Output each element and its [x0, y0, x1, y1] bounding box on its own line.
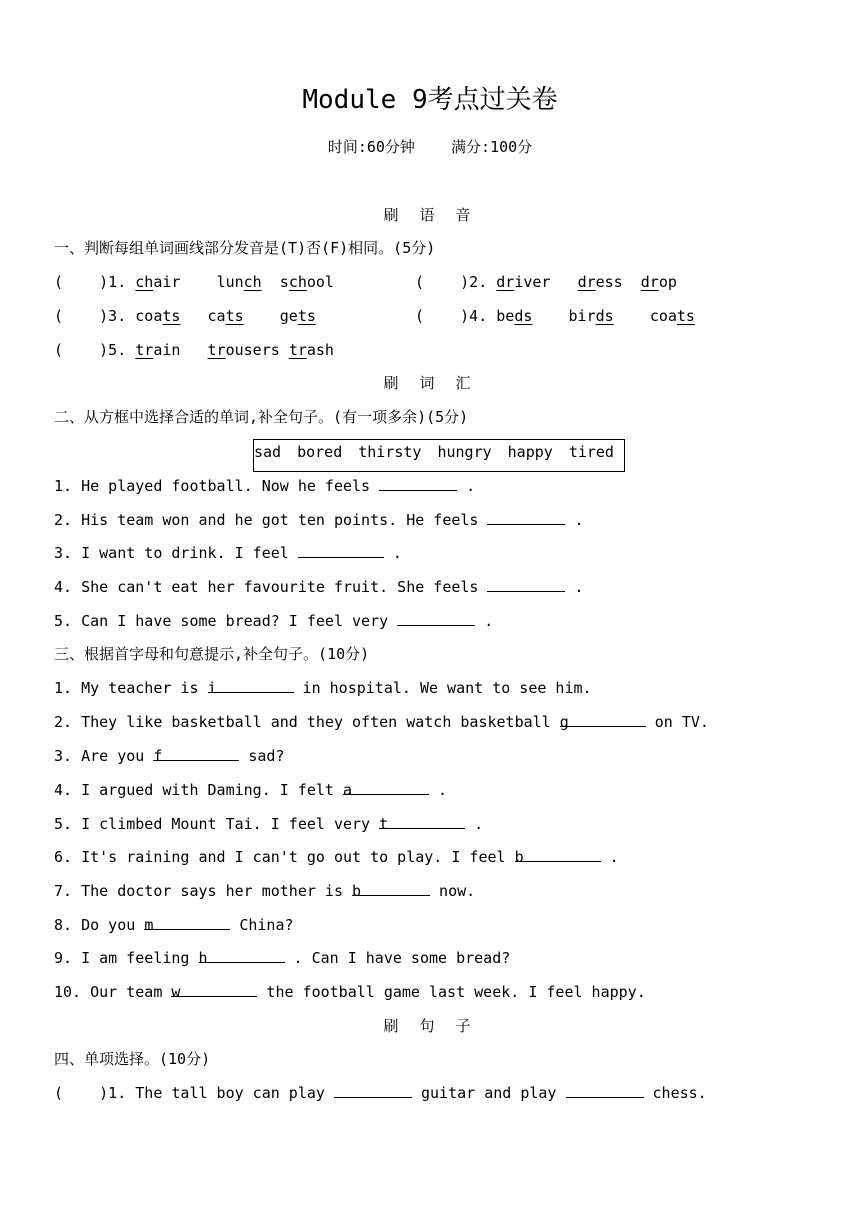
exam-info [0, 137, 860, 157]
section-vocab: 刷 词 汇 [383, 374, 477, 392]
part3-item-3: 3. Are you f sad? [54, 747, 285, 765]
part2-item-3: 3. I want to drink. I feel . [54, 544, 402, 562]
part1-q1: ( )1. chair lunch school [54, 273, 334, 291]
section-phonics: 刷 语 音 [383, 206, 477, 224]
part3-item-9: 9. I am feeling h . Can I have some bread? [54, 949, 511, 967]
page-title: Module 9考点过关卷 [302, 85, 558, 115]
section-sentences: 刷 句 子 [383, 1017, 477, 1035]
part3-item-4: 4. I argued with Daming. I felt a . [54, 781, 448, 799]
part3-item-2: 2. They like basketball and they often watch basketball g on TV. [54, 713, 709, 731]
part3-item-5: 5. I climbed Mount Tai. I feel very t . [54, 815, 484, 833]
word-box-words: sad bored thirsty hungry happy tired [254, 443, 614, 461]
word-box [253, 439, 625, 472]
part1-q2: ( )2. driver dress drop [415, 273, 677, 291]
part3-item-7: 7. The doctor says her mother is b now. [54, 882, 476, 900]
part3-heading: 三、根据首字母和句意提示,补全句子。(10分) [54, 645, 370, 663]
part2-item-5: 5. Can I have some bread? I feel very . [54, 612, 494, 630]
full-score: 满分:100分 [451, 138, 533, 156]
time-limit: 时间:60分钟 [327, 138, 415, 156]
part3-item-10: 10. Our team w the football game last week. I feel happy. [54, 983, 646, 1001]
part1-heading: 一、判断每组单词画线部分发音是(T)否(F)相同。(5分) [54, 239, 436, 257]
part2-item-2: 2. His team won and he got ten points. He feels . [54, 511, 584, 529]
part1-q5: ( )5. train trousers trash [54, 341, 334, 359]
part3-item-1: 1. My teacher is i in hospital. We want to see him. [54, 679, 592, 697]
part3-item-8: 8. Do you m China? [54, 916, 294, 934]
part2-item-1: 1. He played football. Now he feels . [54, 477, 476, 495]
part1-q4: ( )4. beds birds coats [415, 307, 695, 325]
part3-item-6: 6. It's raining and I can't go out to play. I feel b . [54, 848, 619, 866]
part2-heading: 二、从方框中选择合适的单词,补全句子。(有一项多余)(5分) [54, 408, 469, 426]
part4-q1: ( )1. The tall boy can play guitar and play chess. [54, 1084, 707, 1102]
part2-item-4: 4. She can't eat her favourite fruit. She feels . [54, 578, 584, 596]
part1-q3: ( )3. coats cats gets [54, 307, 316, 325]
part4-heading: 四、单项选择。(10分) [54, 1050, 211, 1068]
